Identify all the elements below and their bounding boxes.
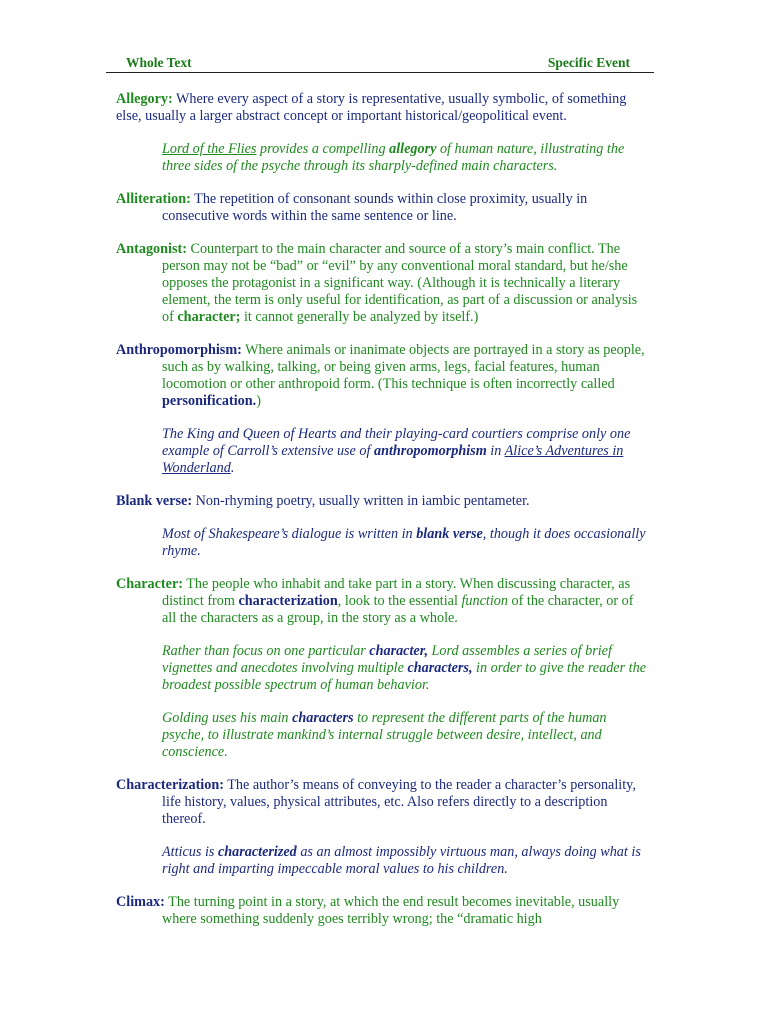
example-text: Lord assembles a series of brief vignettes and anecdotes involving multiple bbox=[162, 643, 612, 676]
def-character: , look to the essential bbox=[337, 593, 462, 609]
def-characterization: The author’s means of conveying to the reader a character’s personality, life history, values, physical attributes, etc. Also refers directly to a description thereof. bbox=[162, 777, 636, 827]
def-emphasis: function bbox=[461, 593, 508, 609]
example-term: characters, bbox=[407, 660, 473, 676]
example-term: anthropomorphism bbox=[373, 443, 487, 459]
page-header bbox=[106, 54, 654, 73]
term-blank-verse: Blank verse: bbox=[116, 493, 193, 509]
example-text: of human nature, illustrating the three sides of the psyche through its sharply-defined main characters. bbox=[162, 141, 625, 174]
example-character-2 bbox=[162, 710, 646, 761]
example-text: to represent the different parts of the human psyche, to illustrate mankind’s internal struggle between desire, intellect, and conscience. bbox=[162, 710, 607, 760]
term-characterization: Characterization: bbox=[116, 777, 224, 793]
term-anthropomorphism: Anthropomorphism: bbox=[116, 342, 242, 358]
def-character-end: of the character, or of all the characters as a group, in the story as a whole. bbox=[162, 593, 634, 626]
term-antagonist: Antagonist: bbox=[116, 241, 187, 257]
entry-blank-verse bbox=[116, 493, 646, 510]
example-blank-verse bbox=[162, 526, 646, 560]
def-crossref: characterization bbox=[238, 593, 338, 609]
def-character: The people who inhabit and take part in a story. When discussing character, as distinct from bbox=[162, 576, 631, 609]
def-climax: The turning point in a story, at which the end result becomes inevitable, usually where something suddenly goes terribly wrong; the “dramatic high bbox=[162, 894, 620, 927]
entry-characterization bbox=[116, 777, 646, 828]
def-crossref: personification. bbox=[162, 393, 257, 409]
example-character-1 bbox=[162, 643, 646, 694]
book-title: Lord of the Flies bbox=[162, 141, 257, 157]
example-text: Golding uses his main bbox=[162, 710, 293, 726]
def-allegory: Where every aspect of a story is representative, usually symbolic, of something else, usually a larger abstract concept or important historical/geopolitical event. bbox=[116, 91, 627, 124]
example-text: , though it does occasionally rhyme. bbox=[162, 526, 646, 559]
term-character: Character: bbox=[116, 576, 183, 592]
header-whole-text: Whole Text bbox=[126, 55, 192, 70]
term-allegory: Allegory: bbox=[116, 91, 173, 107]
example-term: allegory bbox=[389, 141, 437, 157]
example-text: Atticus is bbox=[162, 844, 218, 860]
example-term: character, bbox=[369, 643, 428, 659]
entry-climax bbox=[116, 894, 646, 928]
def-antagonist: Counterpart to the main character and source of a story’s main conflict. The person may not be “bad” or “evil” by any conventional moral standard, but he/she opposes the protagonist in a significant way. (Although it is technically a literary element, the term is only useful for identification, as part of a discussion or analysis of bbox=[162, 241, 638, 325]
def-alliteration: The repetition of consonant sounds within close proximity, usually in consecutive words within the same sentence or line. bbox=[162, 191, 588, 224]
example-text: . bbox=[230, 460, 235, 476]
term-alliteration: Alliteration: bbox=[116, 191, 191, 207]
example-term: blank verse bbox=[416, 526, 483, 542]
glossary-content bbox=[116, 91, 646, 944]
def-crossref: character; bbox=[177, 309, 241, 325]
entry-alliteration bbox=[116, 191, 646, 225]
def-blank-verse: Non-rhyming poetry, usually written in iambic pentameter. bbox=[192, 493, 530, 509]
example-term: characterized bbox=[217, 844, 297, 860]
example-allegory bbox=[162, 141, 646, 175]
example-text: in bbox=[486, 443, 505, 459]
term-climax: Climax: bbox=[116, 894, 165, 910]
entry-character bbox=[116, 576, 646, 627]
example-text: in order to give the reader the broadest possible spectrum of human behavior. bbox=[162, 660, 646, 693]
entry-anthropomorphism bbox=[116, 342, 646, 410]
example-text: Most of Shakespeare’s dialogue is written in bbox=[162, 526, 417, 542]
example-anthropomorphism bbox=[162, 426, 646, 477]
book-title: Alice’s Adventures in Wonderland bbox=[162, 443, 624, 476]
example-text: provides a compelling bbox=[256, 141, 390, 157]
example-characterization bbox=[162, 844, 646, 878]
def-anthropomorphism: Where animals or inanimate objects are portrayed in a story as people, such as by walking, talking, or being given arms, legs, facial features, human locomotion or other anthropoid form. (This technique is often incorrectly called bbox=[162, 342, 645, 392]
example-text: Rather than focus on one particular bbox=[162, 643, 370, 659]
def-anthropomorphism-end: ) bbox=[256, 393, 261, 409]
def-antagonist-end: it cannot generally be analyzed by itself.) bbox=[240, 309, 479, 325]
example-text: as an almost impossibly virtuous man, always doing what is right and imparting impeccable moral values to his children. bbox=[162, 844, 641, 877]
example-term: characters bbox=[292, 710, 354, 726]
entry-allegory bbox=[116, 91, 646, 125]
header-specific-event: Specific Event bbox=[547, 55, 630, 70]
entry-antagonist bbox=[116, 241, 646, 326]
example-text: The King and Queen of Hearts and their playing-card courtiers comprise only one example of Carroll’s extensive use of bbox=[162, 426, 631, 459]
